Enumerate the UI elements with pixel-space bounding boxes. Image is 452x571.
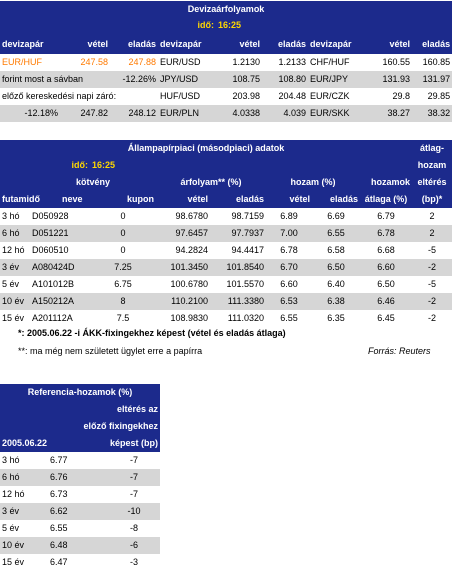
gov-cell: 15 év — [2, 313, 25, 323]
gov-col-header: eladás — [329, 194, 358, 204]
fx-row — [0, 88, 452, 105]
ref-cell: 6.47 — [50, 557, 68, 567]
gov-cell: 8 — [120, 296, 126, 306]
fx-cell: 108.80 — [278, 74, 306, 84]
gov-cell: 2 — [429, 228, 435, 238]
gov-cell: 94.4417 — [231, 245, 264, 255]
ref-row — [0, 554, 160, 571]
gov-cell: 6.50 — [327, 262, 345, 272]
fx-cell: -12.18% — [24, 108, 58, 118]
ref-cell: -3 — [130, 557, 139, 567]
gov-cell: 101.8540 — [226, 262, 264, 272]
gov-col-header: (bp)* — [421, 194, 443, 204]
ref-cell: -7 — [130, 472, 139, 482]
fx-cell: előző kereskedési napi záró: — [2, 91, 117, 101]
fx-cell: EUR/SKK — [310, 108, 350, 118]
fx-cell: 1.2130 — [232, 57, 260, 67]
footnote-no-trade: **: ma még nem született ügylet erre a papírra — [18, 346, 203, 356]
fx-col-header: vétel — [87, 38, 108, 49]
gov-group-hozamok: hozamok — [371, 177, 411, 187]
ref-cell: 15 év — [2, 557, 25, 567]
gov-cell: -2 — [428, 296, 437, 306]
fx-cell: -12.26% — [122, 74, 156, 84]
gov-cell: -2 — [428, 313, 437, 323]
ref-cell: -7 — [130, 455, 139, 465]
ref-cell: 10 év — [2, 540, 25, 550]
gov-cell: 6.75 — [114, 279, 132, 289]
gov-cell: 6.53 — [280, 296, 298, 306]
gov-col-header: eladás — [235, 194, 264, 204]
fx-row — [0, 54, 452, 71]
gov-cell: 101.3450 — [170, 262, 208, 272]
gov-cell: 6.78 — [280, 245, 298, 255]
gov-cell: 6.68 — [377, 245, 395, 255]
gov-cell: 111.0320 — [227, 313, 264, 323]
fx-col-header: vétel — [389, 38, 410, 49]
gov-cell: 6.69 — [327, 211, 345, 221]
gov-cell: 6.50 — [377, 279, 395, 289]
gov-group-headers — [0, 174, 452, 191]
gov-col-header: kupon — [127, 194, 154, 204]
ref-sub-2: előző fixingekhez — [83, 421, 159, 431]
gov-cell: 10 év — [2, 296, 25, 306]
gov-col-header: futamidő — [2, 194, 40, 204]
ref-row — [0, 537, 160, 554]
ref-title: Referencia-hozamok (%) — [27, 387, 133, 397]
ref-cell: 6.73 — [50, 489, 68, 499]
gov-cell: 7.5 — [116, 313, 130, 323]
fx-col-header: devizapár — [2, 38, 44, 49]
gov-row — [0, 276, 452, 293]
gov-row — [0, 293, 452, 310]
ref-sub-3: képest (bp) — [110, 438, 159, 448]
gov-row — [0, 208, 452, 225]
ref-row — [0, 469, 160, 486]
gov-cell: 6.60 — [377, 262, 395, 272]
gov-cell: 0 — [120, 228, 126, 238]
gov-row — [0, 242, 452, 259]
gov-cell: 6.55 — [327, 228, 345, 238]
fx-cell: 247.58 — [80, 57, 108, 67]
fx-col-header: vétel — [239, 38, 260, 49]
gov-avg-label-1: átlag- — [420, 143, 445, 153]
ref-cell: 3 hó — [2, 455, 20, 465]
gov-cell: 0 — [120, 211, 126, 221]
fx-cell: 4.039 — [283, 108, 306, 118]
gov-cell: 100.6780 — [170, 279, 208, 289]
gov-cell: 6.58 — [327, 245, 345, 255]
gov-cell: 6.45 — [377, 313, 395, 323]
fx-cell: 248.12 — [128, 108, 156, 118]
gov-cell: 111.3380 — [227, 296, 264, 306]
fx-cell: 38.27 — [387, 108, 410, 118]
gov-avg-label-2: hozam — [417, 160, 447, 170]
ref-cell: 6.76 — [50, 472, 68, 482]
fx-cell: 160.85 — [422, 57, 451, 67]
ref-cell: 6.77 — [50, 455, 68, 465]
gov-row — [0, 259, 452, 276]
fx-cell: 247.82 — [80, 108, 108, 118]
gov-cell: 12 hó — [2, 245, 25, 255]
fx-cell: HUF/USD — [160, 91, 200, 101]
ref-cell: 12 hó — [2, 489, 25, 499]
fx-cell: 204.48 — [278, 91, 306, 101]
gov-group-elteres: eltérés — [417, 177, 447, 187]
fx-cell: 131.93 — [382, 74, 410, 84]
fx-rates-table — [0, 1, 452, 122]
fx-cell: 4.0338 — [232, 108, 260, 118]
gov-col-header: vétel — [289, 194, 310, 204]
gov-cell: 6.35 — [327, 313, 345, 323]
ref-sub-1: eltérés az — [116, 404, 159, 414]
fx-cell: 29.85 — [427, 91, 451, 101]
gov-cell: D060510 — [32, 245, 69, 255]
gov-cell: A101012B — [32, 279, 75, 289]
fx-cell: CHF/HUF — [310, 57, 350, 67]
source-label: Forrás: Reuters — [368, 346, 431, 356]
gov-cell: D051221 — [32, 228, 69, 238]
gov-cell: A080424D — [32, 262, 75, 272]
gov-cell: A150212A — [32, 296, 75, 306]
fx-cell: 108.75 — [232, 74, 260, 84]
gov-cell: 108.9830 — [170, 313, 208, 323]
gov-cell: 6.70 — [280, 262, 298, 272]
gov-cell: 6.46 — [377, 296, 395, 306]
gov-bonds-table — [0, 140, 452, 327]
ref-cell: -7 — [130, 489, 139, 499]
fx-cell: 1.2133 — [278, 57, 306, 67]
gov-row — [0, 310, 452, 327]
fx-cell: JPY/USD — [160, 74, 199, 84]
fx-row — [0, 71, 452, 88]
fx-column-headers — [0, 34, 452, 54]
gov-cell: 3 hó — [2, 211, 20, 221]
fx-cell: 29.8 — [392, 91, 410, 101]
gov-cell: 7.00 — [280, 228, 298, 238]
ref-row — [0, 486, 160, 503]
reference-yields-table — [0, 384, 160, 571]
ref-date: 2005.06.22 — [2, 438, 48, 448]
fx-time-label: idő: — [197, 20, 214, 30]
gov-cell: 2 — [429, 211, 435, 221]
fx-cell: EUR/CZK — [310, 91, 350, 101]
fx-cell: EUR/PLN — [160, 108, 200, 118]
ref-cell: 3 év — [2, 506, 20, 516]
gov-cell: 101.5570 — [226, 279, 264, 289]
fx-cell: EUR/JPY — [310, 74, 349, 84]
gov-cell: 98.6780 — [175, 211, 208, 221]
fx-title: Devizaárfolyamok — [187, 3, 265, 14]
fx-cell: 131.97 — [422, 74, 451, 84]
ref-row — [0, 452, 160, 469]
gov-title: Állampapírpiaci (másodpiaci) adatok — [127, 143, 285, 153]
ref-row — [0, 520, 160, 537]
gov-cell: 6.79 — [377, 211, 395, 221]
gov-cell: 6.78 — [377, 228, 395, 238]
gov-cell: A201112A — [32, 313, 73, 323]
gov-cell: 98.7159 — [231, 211, 264, 221]
fx-cell: forint most a sávban — [2, 74, 84, 84]
gov-cell: -5 — [428, 245, 437, 255]
gov-cell: -5 — [428, 279, 437, 289]
ref-row — [0, 503, 160, 520]
ref-cell: 6.48 — [50, 540, 68, 550]
gov-cell: -2 — [428, 262, 437, 272]
gov-cell: 110.2100 — [171, 296, 208, 306]
gov-cell: 6.60 — [280, 279, 298, 289]
ref-cell: 6.55 — [50, 523, 68, 533]
fx-col-header: devizapár — [310, 38, 352, 49]
gov-cell: D050928 — [32, 211, 69, 221]
gov-cell: 7.25 — [114, 262, 132, 272]
ref-cell: -10 — [127, 506, 141, 516]
gov-col-header: vétel — [187, 194, 208, 204]
gov-cell: 5 év — [2, 279, 20, 289]
gov-group-arfolyam: árfolyam** (%) — [180, 177, 242, 187]
gov-time-value: 16:25 — [92, 160, 116, 170]
fx-row — [0, 105, 452, 122]
gov-sub-headers — [0, 191, 452, 208]
gov-col-header: neve — [62, 194, 83, 204]
gov-group-kotveny: kötvény — [75, 177, 110, 187]
gov-cell: 6.89 — [280, 211, 298, 221]
fx-time-value: 16:25 — [218, 20, 242, 30]
ref-cell: -6 — [130, 540, 139, 550]
fx-cell: 203.98 — [232, 91, 260, 101]
gov-cell: 94.2824 — [175, 245, 208, 255]
fx-cell: EUR/USD — [160, 57, 201, 67]
fx-col-header: devizapár — [160, 38, 202, 49]
footnote-fixing: *: 2005.06.22 -i ÁKK-fixingekhez képest (vétel és eladás átlaga) — [18, 328, 286, 338]
fx-cell: 38.32 — [427, 108, 451, 118]
gov-cell: 3 év — [2, 262, 20, 272]
gov-cell: 6.40 — [327, 279, 345, 289]
fx-cell: 247.88 — [128, 57, 156, 67]
gov-col-header: átlaga (%) — [364, 194, 408, 204]
fx-cell: 160.55 — [382, 57, 410, 67]
gov-group-hozam: hozam (%) — [290, 177, 336, 187]
gov-time-label: idő: — [71, 160, 88, 170]
gov-cell: 0 — [120, 245, 126, 255]
gov-row — [0, 225, 452, 242]
gov-cell: 97.7937 — [231, 228, 264, 238]
fx-cell: EUR/HUF — [2, 57, 42, 67]
fx-col-header: eladás — [277, 38, 306, 49]
gov-cell: 6.38 — [327, 296, 345, 306]
fx-col-header: eladás — [422, 38, 451, 49]
fx-col-header: eladás — [127, 38, 156, 49]
gov-cell: 97.6457 — [175, 228, 208, 238]
ref-cell: 6.62 — [50, 506, 68, 516]
gov-cell: 6.55 — [280, 313, 298, 323]
ref-cell: -8 — [130, 523, 139, 533]
ref-cell: 5 év — [2, 523, 20, 533]
ref-cell: 6 hó — [2, 472, 20, 482]
gov-cell: 6 hó — [2, 228, 20, 238]
